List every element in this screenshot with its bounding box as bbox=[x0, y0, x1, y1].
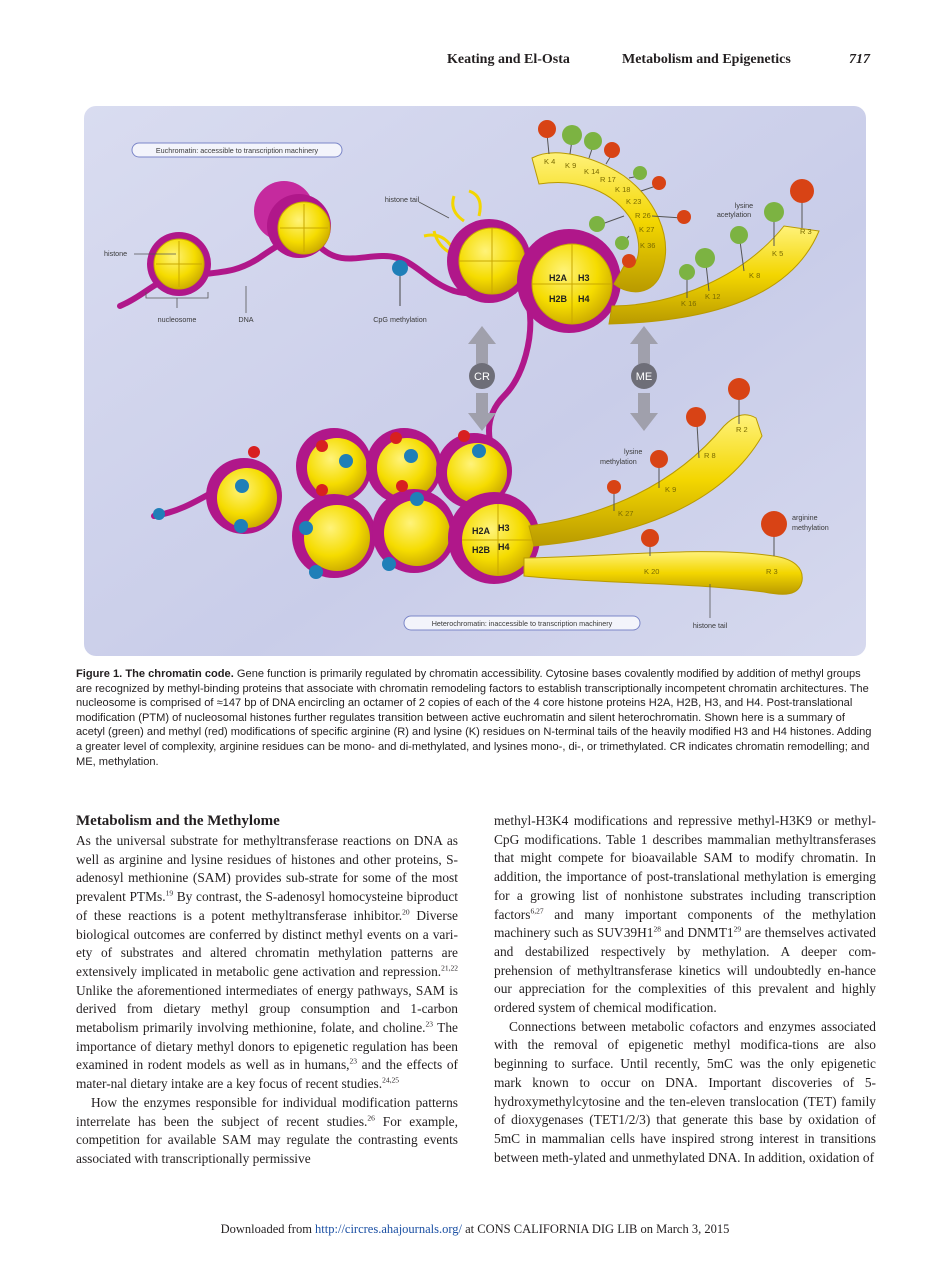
label-cpg-methylation: CpG methylation bbox=[373, 315, 427, 324]
label-lysine-acetylation: lysine acetylation bbox=[716, 201, 754, 219]
h3-residue-r8-bottom: R 8 bbox=[704, 451, 716, 460]
running-header-section: Metabolism and Epigenetics bbox=[622, 52, 791, 67]
h3-residue-k23-top: K 23 bbox=[626, 197, 642, 206]
page-number: 717 bbox=[849, 52, 870, 67]
h4-residue-k20-bottom: K 20 bbox=[644, 567, 660, 576]
h4-residue-k8-top: K 8 bbox=[749, 271, 761, 280]
left-column bbox=[76, 812, 458, 1169]
h3-residue-k18-top: K 18 bbox=[615, 185, 631, 194]
h4-residue-r3-bottom: R 3 bbox=[766, 567, 778, 576]
right-paragraph-1: methyl-H3K4 modifications and repressive methyl-H3K9 or methyl-CpG modifications. Table 1 describes mammalian methyltransferases that might compete for bioavailable SAM to modify chromatin. In addition, the importance of post-translational methylation is emerging for a growing list of nonhistone substrates including transcription factors$^{6,27}$ and many important components of the methylation machinery such as SUV39H1$^{28}$ and DNMT1$^{29}$ are themselves activated and destabilized respectively by methylation. A deeper com-prehension of methyltransferase kinetics will undoubtedly en-hance our appreciation for the complexities of this prevalent and highly ordered system of chemical modification. bbox=[494, 813, 876, 1016]
section-heading: Metabolism and the Methylome bbox=[76, 813, 280, 829]
label-histone-tail-bottom: histone tail bbox=[692, 621, 728, 630]
h3-residue-k36-top: K 36 bbox=[640, 241, 656, 250]
euchromatin-label: Euchromatin: accessible to transcription machinery bbox=[155, 146, 319, 155]
label-histone: histone bbox=[104, 249, 128, 258]
histone-h2a-top: H2A bbox=[549, 273, 568, 283]
histone-h4-bottom: H4 bbox=[498, 542, 510, 552]
me-label: ME bbox=[635, 371, 653, 383]
h4-residue-k5-top: K 5 bbox=[772, 249, 784, 258]
histone-h2b-bottom: H2B bbox=[472, 545, 491, 555]
histone-h2b-top: H2B bbox=[549, 294, 568, 304]
chromatin-figure bbox=[84, 106, 866, 656]
histone-h4-top: H4 bbox=[578, 294, 590, 304]
caption-text: Gene function is primarily regulated by chromatin accessibility. Cytosine bases covalently modified by addition of methyl groups are recognized by methyl-binding proteins that associate with chromatin remodeling factors to establish transcriptionally incompetent chromatin architectures. The nucleosome is comprised of ≈147 bp of DNA encircling an octamer of 2 copies of each of the 4 core histone proteins H2A, H2B, H3, and H4. Post-translational modification (PTM) of nucleosomal histones further regulates transition between active euchromatin and silent heterochromatin. Shown here is a summary of acetyl (green) and methyl (red) modifications of specific arginine (R) and lysine (K) residues on N-terminal tails of the heavily modified H3 and H4 histones. Adding a greater level of complexity, arginine residues can be mono- and di-methylated, and lysines mono-, di-, or trimethylated. CR indicates chromatin remodelling; and ME, methylation. bbox=[76, 668, 872, 768]
left-paragraph-1: As the universal substrate for methyltransferase reactions on DNA as well as arginine and lysine residues of histones and other proteins, S-adenosyl methionine (SAM) provides sub-strate for some of the most prevalent PTMs.$^{19}$ By contrast, the S-adenosyl homocysteine biproduct of these reactions is a potent methyltransferase inhibitor.$^{20}$ Diverse biological outcomes are conferred by distinct methyl events on a vari-ety of substrates and altered chromatin methylation patterns are extensively implicated in metabolic gene activation and repression.$^{21,22}$ Unlike the aforementioned intermediates of energy pathways, SAM is derived from dietary methyl group consumption and 1-carbon metabolism primarily involving methionine, folate, and choline.$^{23}$ The importance of dietary methyl donors to epigenetic regulation has been examined in rodent models as well as in humans,$^{23}$ and the effects of mater-nal dietary intake are a key focus of recent studies.$^{24,25}$ bbox=[76, 833, 458, 1092]
left-paragraph-2: How the enzymes responsible for individual modification patterns interrelate has been the subject of recent studies.$^{26}$ For example, competition for available SAM may regulate the contrasting events associated with transcriptionally permissive bbox=[76, 1094, 458, 1166]
label-lysine-methylation: lysine methylation bbox=[600, 447, 643, 466]
h3-residue-k4-top: K 4 bbox=[544, 157, 556, 166]
heterochromatin-label: Heterochromatin: inaccessible to transcription machinery bbox=[431, 619, 613, 628]
right-paragraph-2: Connections between metabolic cofactors and enzymes associated with the removal of epigenetic methyl modifica-tions are also beginning to surface. Until recently, 5mC was the only epigenetic mark known to occur on DNA. Important discoveries of 5-hydroxymethylcytosine and the ten-eleven translocation (TET) family of dioxygenases (TET1/2/3) that generate this base by oxidation of 5mC in mammalian cells have inspired strong interest in transitions between meth-ylated and unmethylated DNA. In addition, oxidation of bbox=[494, 1018, 876, 1165]
histone-h3-top: H3 bbox=[578, 273, 590, 283]
caption-title: Figure 1. The chromatin code. bbox=[76, 668, 234, 680]
h4-residue-k16-top: K 16 bbox=[681, 299, 697, 308]
nucleosome-main-top bbox=[517, 229, 621, 333]
h3-residue-k27-top: K 27 bbox=[639, 225, 655, 234]
h3-residue-k9-bottom: K 9 bbox=[665, 485, 677, 494]
running-header-authors: Keating and El-Osta bbox=[447, 52, 570, 67]
nucleosome-1 bbox=[147, 232, 211, 296]
h3-residue-k9-top: K 9 bbox=[565, 161, 577, 170]
histone-h3-bottom: H3 bbox=[498, 523, 510, 533]
h3-residue-k27-bottom: K 27 bbox=[618, 509, 634, 518]
label-nucleosome: nucleosome bbox=[157, 315, 197, 324]
journal-link[interactable]: http://circres.ahajournals.org/ bbox=[315, 1222, 462, 1236]
h3-residue-r26-top: R 26 bbox=[635, 211, 651, 220]
h3-residue-r17-top: R 17 bbox=[600, 175, 616, 184]
cpg-methyl-marker bbox=[392, 260, 408, 276]
h3-residue-k14-top: K 14 bbox=[584, 167, 600, 176]
label-dna: DNA bbox=[238, 315, 254, 324]
figure-caption bbox=[76, 667, 872, 769]
h4-residue-k12-top: K 12 bbox=[705, 292, 721, 301]
label-arginine-methylation: arginine methylation bbox=[792, 513, 829, 532]
right-column bbox=[494, 812, 876, 1167]
download-footer: Downloaded from http://circres.ahajournals.org/ at CONS CALIFORNIA DIG LIB on March 3, 2015 bbox=[220, 1222, 730, 1236]
h4-residue-r3-top: R 3 bbox=[800, 227, 812, 236]
label-histone-tail-top: histone tail bbox=[384, 195, 420, 204]
histone-h2a-bottom: H2A bbox=[472, 526, 491, 536]
cr-label: CR bbox=[474, 371, 490, 383]
h3-residue-r2-bottom: R 2 bbox=[736, 425, 748, 434]
